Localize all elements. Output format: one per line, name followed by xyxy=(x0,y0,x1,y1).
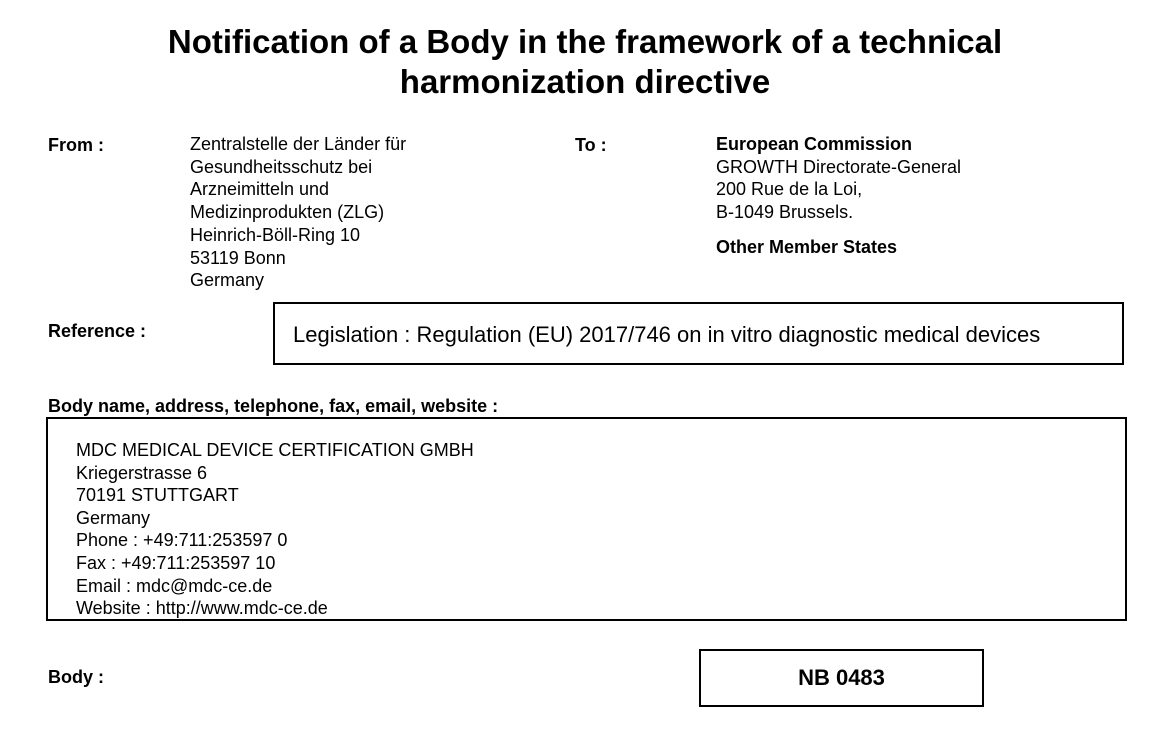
other-member-states: Other Member States xyxy=(716,237,898,257)
title-line-2: harmonization directive xyxy=(399,63,771,100)
reference-value: Legislation : Regulation (EU) 2017/746 on in vitro diagnostic medical devices xyxy=(293,322,1041,347)
notified-body-number: NB 0483 xyxy=(798,665,885,690)
body-detail-line: Website : http://www.mdc-ce.de xyxy=(76,598,328,619)
body-detail-line: 70191 STUTTGART xyxy=(76,485,239,506)
body-detail-line: Fax : +49:711:253597 10 xyxy=(76,552,276,573)
body-detail-line: Phone : +49:711:253597 0 xyxy=(76,530,288,551)
from-line: Germany xyxy=(190,270,265,291)
body-detail-line: Email : mdc@mdc-ce.de xyxy=(76,575,273,596)
from-address xyxy=(190,133,406,292)
from-line: Heinrich-Böll-Ring 10 xyxy=(190,224,361,245)
from-line: Medizinprodukten (ZLG) xyxy=(190,202,385,223)
body-label: Body : xyxy=(48,667,104,687)
notified-body-number-box xyxy=(699,649,984,707)
from-line: Gesundheitsschutz bei xyxy=(190,156,373,177)
to-line: GROWTH Directorate-General xyxy=(716,156,962,177)
to-address xyxy=(716,133,961,224)
body-detail-line: MDC MEDICAL DEVICE CERTIFICATION GMBH xyxy=(76,440,474,460)
to-line: 200 Rue de la Loi, xyxy=(716,179,863,200)
page-title xyxy=(0,22,1170,102)
body-details-box xyxy=(46,417,1127,621)
from-line: Zentralstelle der Länder für xyxy=(190,134,407,154)
from-label: From : xyxy=(48,135,104,155)
body-details-label: Body name, address, telephone, fax, email, website : xyxy=(48,396,499,416)
body-detail-line: Germany xyxy=(76,507,151,528)
to-label: To : xyxy=(575,135,607,155)
to-line: B-1049 Brussels. xyxy=(716,202,854,223)
reference-box xyxy=(273,302,1124,365)
to-organization: European Commission xyxy=(716,134,913,154)
body-detail-line: Kriegerstrasse 6 xyxy=(76,462,208,483)
from-line: Arzneimitteln und xyxy=(190,179,330,200)
from-line: 53119 Bonn xyxy=(190,247,286,268)
title-line-1: Notification of a Body in the framework of a technical xyxy=(167,23,1003,60)
reference-label: Reference : xyxy=(48,321,147,341)
